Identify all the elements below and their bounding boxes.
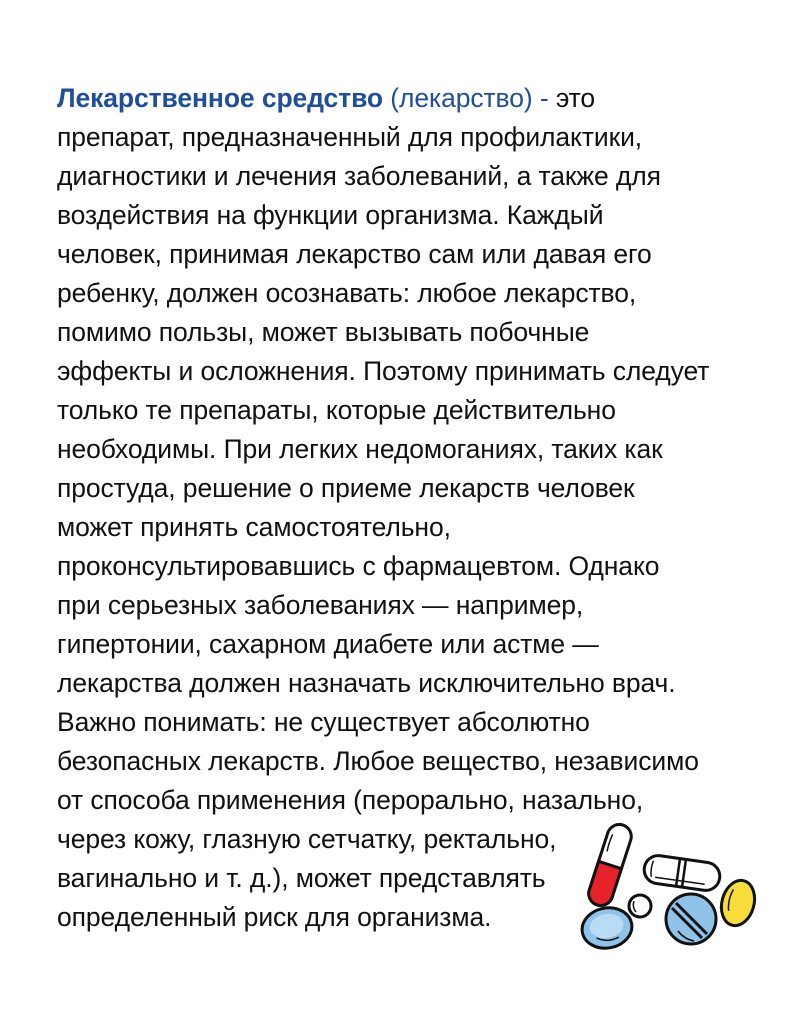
- white-tablet: [642, 854, 721, 892]
- blue-oval-pill: [580, 904, 635, 952]
- paragraph-line: безопасных лекарств. Любое вещество, независимо: [57, 746, 699, 776]
- capsule-red: [586, 821, 635, 908]
- paragraph-line: определенный риск для организма.: [57, 902, 492, 932]
- paragraph-line: простуда, решение о приеме лекарств человек: [57, 473, 635, 503]
- term-synonym: (лекарство) -: [383, 83, 556, 113]
- paragraph-line: через кожу, глазную сетчатку, ректально,: [57, 824, 557, 854]
- paragraph-line: диагностики и лечения заболеваний, а также для: [57, 161, 661, 191]
- paragraph-line: от способа применения (перорально, назально,: [57, 785, 644, 815]
- paragraph-line: эффекты и осложнения. Поэтому принимать следует: [57, 356, 710, 386]
- paragraph-line: необходимы. При легких недомоганиях, таких как: [57, 434, 663, 464]
- paragraph-line: лекарства должен назначать исключительно врач.: [57, 668, 676, 698]
- blue-scored-pill: [666, 894, 716, 944]
- paragraph-line: ребенку, должен осознавать: любое лекарство,: [57, 278, 637, 308]
- paragraph-line: вагинально и т. д.), может представлять: [57, 863, 546, 893]
- paragraph-line: может принять самостоятельно,: [57, 512, 451, 542]
- line-text: это: [555, 83, 596, 113]
- paragraph-line: при серьезных заболеваниях — например,: [57, 590, 584, 620]
- paragraph-line: Важно понимать: не существует абсолютно: [57, 707, 590, 737]
- defined-term: Лекарственное средство: [57, 83, 383, 113]
- paragraph-line: воздействия на функции организма. Каждый: [57, 200, 604, 230]
- small-white-pill: [629, 895, 651, 917]
- pills-icon: [580, 815, 760, 965]
- paragraph-line: помимо пользы, может вызывать побочные: [57, 317, 590, 347]
- paragraph-line: человек, принимая лекарство сам или давая его: [57, 239, 652, 269]
- yellow-pill: [717, 877, 760, 930]
- paragraph-line: только те препараты, которые действительно: [57, 395, 616, 425]
- paragraph-line: гипертонии, сахарном диабете или астме —: [57, 629, 599, 659]
- paragraph-line: проконсультировавшись с фармацевтом. Однако: [57, 551, 660, 581]
- definition-paragraph: [57, 79, 767, 937]
- paragraph-line: препарат, предназначенный для профилактики,: [57, 122, 643, 152]
- paragraph-line: [57, 79, 767, 118]
